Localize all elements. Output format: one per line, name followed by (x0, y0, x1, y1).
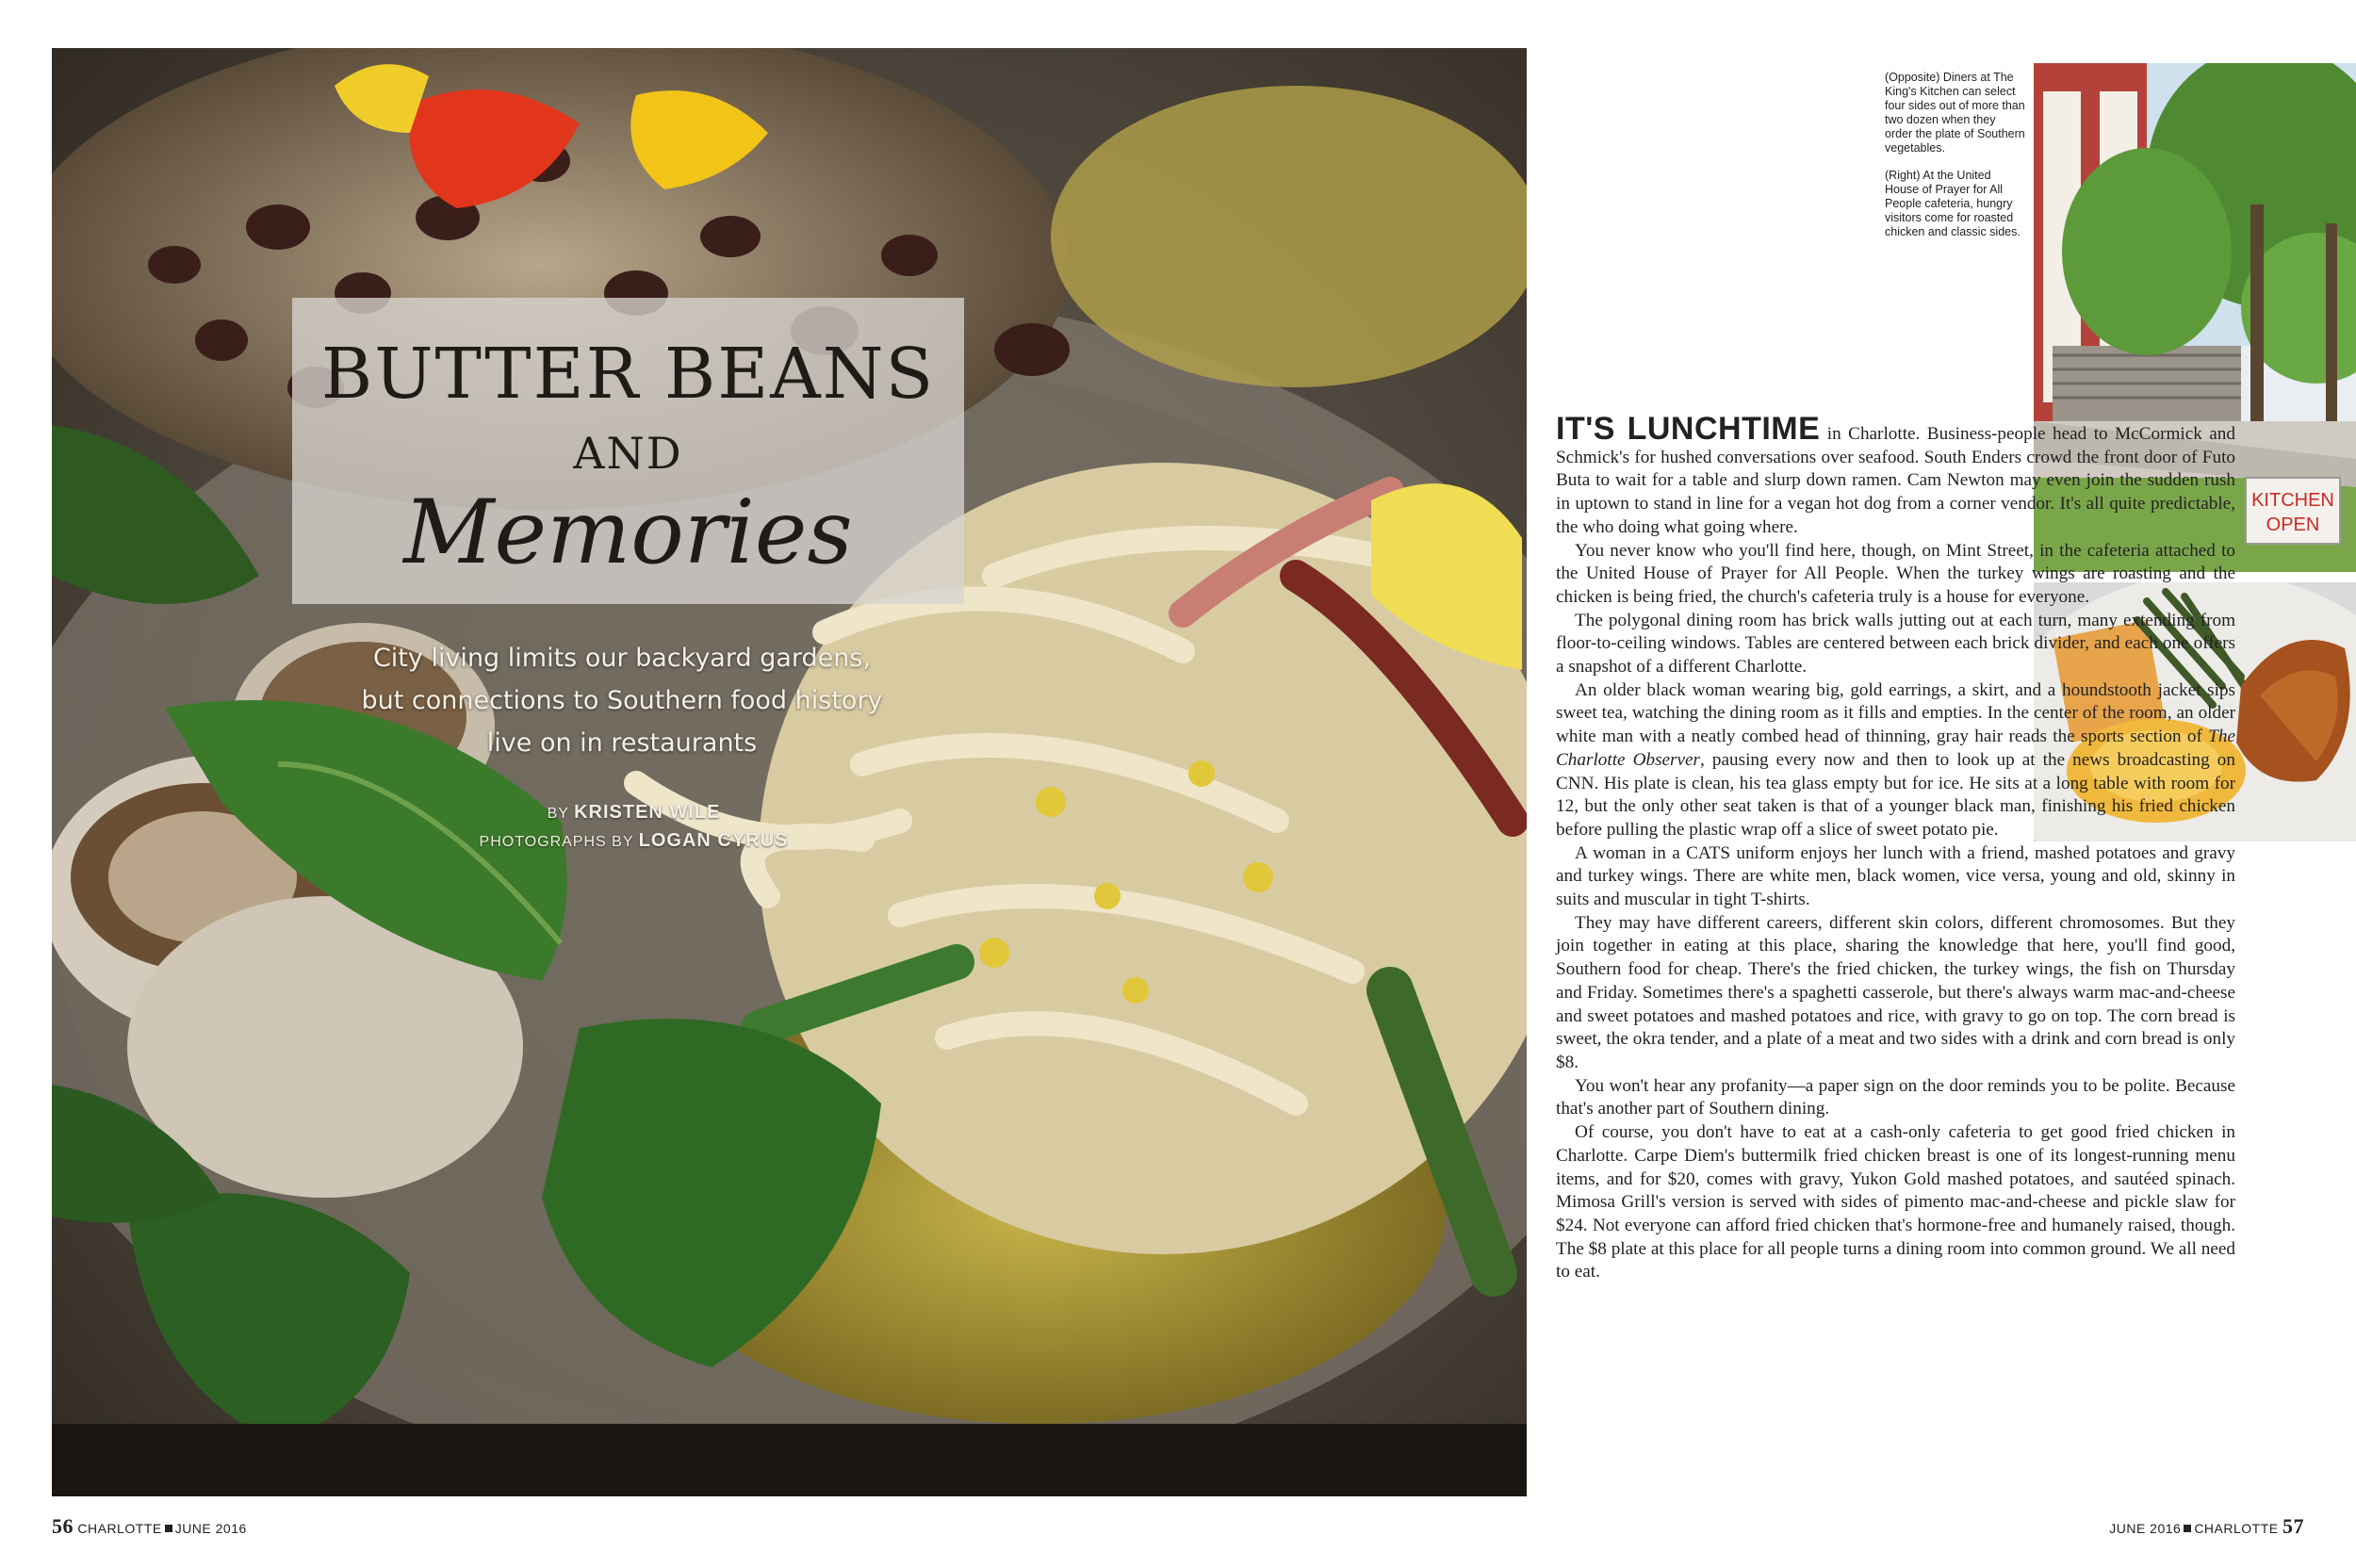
article-paragraph: They may have different careers, different skin colors, different chromosomes. But they join together in eating at this place, sharing the knowledge that here, you'll find good, Southern food for cheap. There's the fried chicken, the turkey wings, the fish on Thursday and Friday. Sometimes there's a spaghetti casserole, but there's always warm mac-and-cheese and sweet potatoes and mashed potatoes and rice, with gravy to go on top. The corn bread is sweet, the okra tender, and a plate of a meat and two sides with a drink and corn bread is only $8. (1556, 912, 2235, 1072)
magazine-name: CHARLOTTE (2194, 1521, 2279, 1536)
folio-square-icon (2184, 1525, 2191, 1532)
publication-title: The Charlotte Observer (1556, 727, 2235, 770)
caption-right: (Right) At the United House of Prayer for All People cafeteria, hungry visitors come for roasted chicken and classic sides. (1885, 169, 2021, 238)
dek-line: but connections to Southern food history (361, 686, 883, 715)
article-body (1556, 411, 2235, 1284)
folio-square-icon (165, 1525, 172, 1532)
paragraph-text: , pausing every now and then to look up at the news broadcasting on CNN. His plate is clean, his tea glass empty but for ice. He sits at a long table with room for 12, but the only other seat taken is that of a younger black man, finishing his fried chicken before pulling the plastic wrap off a slice of sweet potato pie. (1556, 749, 2235, 840)
dek-line: live on in restaurants (486, 728, 758, 758)
photo-credit-prefix: PHOTOGRAPHS BY (479, 834, 634, 850)
byline-prefix: BY (547, 806, 569, 822)
sign-text-2: OPEN (2266, 514, 2320, 535)
issue-date: JUNE 2016 (174, 1521, 247, 1536)
photo-credit (410, 830, 858, 852)
article-paragraph: Of course, you don't have to eat at a cash-only cafeteria to get good fried chicken in Charlotte. Carpe Diem's buttermilk fried chicken breast is one of its longest-running menu items, and for $20, comes with gravy, Yukon Gold mashed potatoes, and sautéed spinach. Mimosa Grill's version is served with sides of pimento mac-and-cheese and pickle slaw for $24. Not everyone can afford fried chicken that's hormone-free and humanely raised, though. The $8 plate at this place for all people turns a dining room into common ground. We all need to eat. (1556, 1122, 2235, 1282)
photo-captions (1885, 71, 2026, 253)
article-paragraph (1556, 679, 2235, 842)
sign-text-1: KITCHEN (2251, 490, 2334, 511)
page-number-right: 57 (2282, 1514, 2304, 1538)
headline-box (292, 298, 964, 604)
folio-right (2109, 1514, 2304, 1539)
folio-left (52, 1514, 247, 1539)
lead-in: IT'S LUNCHTIME (1556, 411, 1821, 447)
headline-line-3: Memories (403, 482, 853, 584)
dek-line: City living limits our backyard gardens, (372, 644, 872, 673)
article-paragraph: A woman in a CATS uniform enjoys her lunch with a friend, mashed potatoes and gravy and turkey wings. There are white men, black women, vice versa, young and old, skinny in suits and muscular in tight T-shirts. (1556, 842, 2235, 910)
magazine-name: CHARLOTTE (77, 1521, 162, 1536)
paragraph-text: in Charlotte. Business-people head to McCormick and Schmick's for hushed conversations over seafood. South Enders crowd the front door of Futo Buta to wait for a table and slurp down ramen. Cam Newton may even join the sudden rush in uptown to stand in line for a vegan hot dog from a corner vendor. It's all quite predictable, the who doing what going where. (1556, 424, 2235, 537)
article-paragraph: You never know who you'll find here, though, on Mint Street, in the cafeteria attached to the United House of Prayer for All People. When the turkey wings are roasting and the chicken is being fried, the church's cafeteria truly is a house for everyone. (1556, 540, 2235, 607)
article-paragraph (1556, 411, 2235, 540)
paragraph-text: An older black woman wearing big, gold earrings, a skirt, and a houndstooth jacket sips sweet tea, watching the dining room as it fills and empties. In the center of the room, an older white man with a neatly combed head of thinning, gray hair reads the sports section of (1556, 679, 2235, 747)
headline-line-2: AND (573, 428, 683, 479)
page-number-left: 56 (52, 1514, 74, 1538)
hero-photo (52, 48, 1527, 1496)
author-name: KRISTEN WILE (574, 802, 721, 823)
dek (358, 637, 886, 764)
issue-date: JUNE 2016 (2109, 1521, 2182, 1536)
article-paragraph: The polygonal dining room has brick walls jutting out at each turn, many extending from floor-to-ceiling windows. Tables are centered between each brick divider, and each one offers a snapshot of a different Charlotte. (1556, 610, 2235, 678)
author-byline (410, 802, 858, 824)
headline-line-1: BUTTER BEANS (320, 334, 936, 415)
photographer-name: LOGAN CYRUS (638, 830, 789, 851)
food-plate-illustration (52, 48, 1527, 1496)
article-paragraph: You won't hear any profanity—a paper sign on the door reminds you to be polite. Because that's another part of Southern dining. (1556, 1075, 2235, 1119)
caption-opposite: (Opposite) Diners at The King's Kitchen can select four sides out of more than two dozen when they order the plate of Southern vegetables. (1885, 71, 2025, 155)
